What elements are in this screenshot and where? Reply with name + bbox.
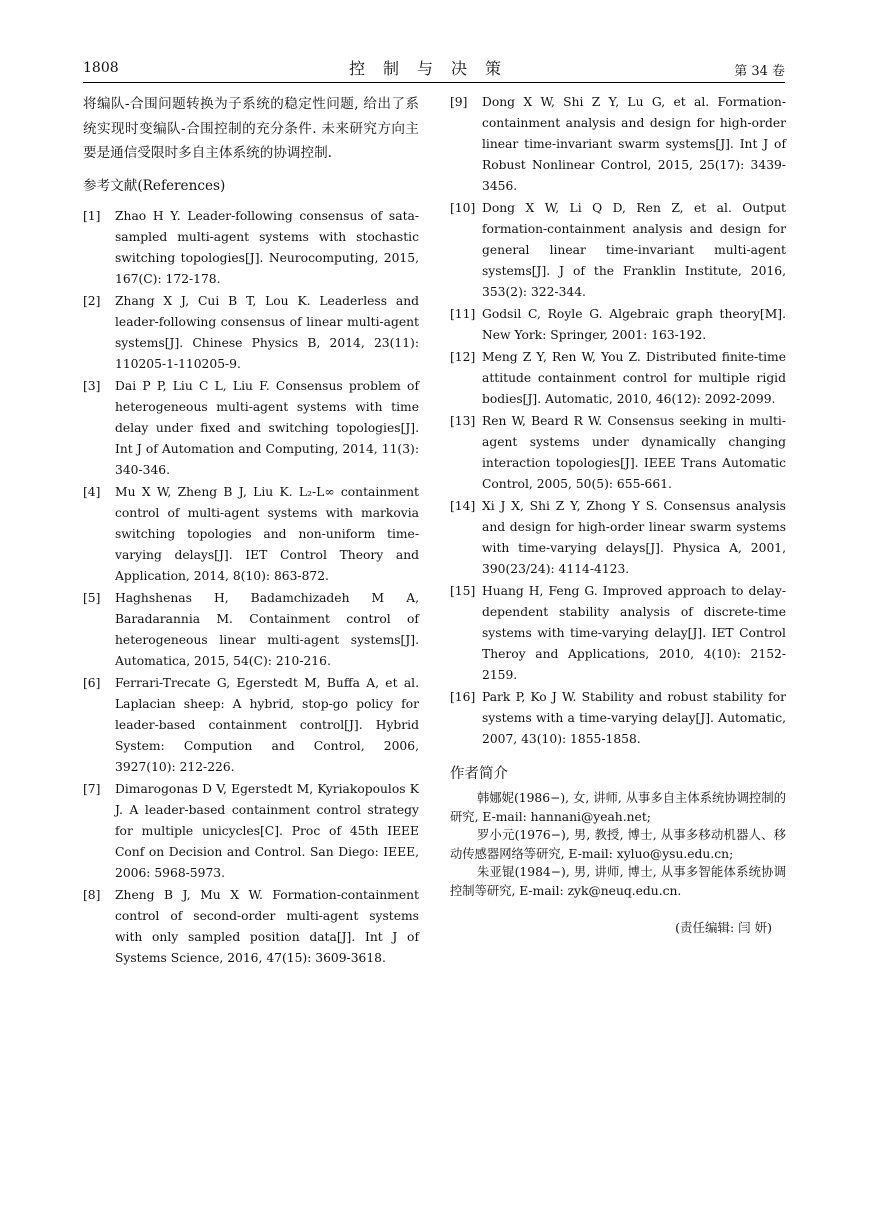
reference-text: Dong X W, Shi Z Y, Lu G, et al. Formation-containment analysis and design for high-order linear time-invariant swarm systems[J]. Int J of Robust Nonlinear Control, 2015, 25(17): 3439-3456.	[482, 95, 786, 193]
reference-text: Zhao H Y. Leader-following consensus of sata-sampled multi-agent systems with stochastic switching topologies[J]. Neurocomputing, 2015, 167(C): 172-178.	[115, 208, 419, 286]
reference-label: [9]	[450, 95, 468, 109]
reference-item	[83, 482, 419, 587]
author-bio: 罗小元(1976−), 男, 教授, 博士, 从事多移动机器人、移动传感器网络等研究, E-mail: xyluo@ysu.edu.cn;	[450, 828, 786, 861]
reference-label: [5]	[83, 590, 101, 605]
editor-note: (责任编辑: 闫 妍)	[675, 920, 772, 935]
reference-item	[83, 206, 419, 290]
reference-label: [10]	[450, 201, 476, 215]
reference-label: [11]	[450, 307, 476, 321]
references-list-left	[83, 206, 419, 969]
reference-label: [2]	[83, 293, 101, 308]
references-list-right	[450, 92, 786, 750]
reference-text: Meng Z Y, Ren W, You Z. Distributed finite-time attitude containment control for multiple rigid bodies[J]. Automatic, 2010, 46(12): 2092-2099.	[482, 350, 786, 406]
reference-item	[83, 673, 419, 778]
reference-item	[450, 198, 786, 303]
reference-item	[450, 347, 786, 410]
reference-text: Dai P P, Liu C L, Liu F. Consensus problem of heterogeneous multi-agent systems with time delay under fixed and switching topologies[J]. Int J of Automation and Computing, 2014, 11(3): 340-346.	[115, 378, 419, 477]
reference-item	[450, 687, 786, 750]
reference-text: Godsil C, Royle G. Algebraic graph theory[M]. New York: Springer, 2001: 163-192.	[482, 307, 786, 342]
left-column	[83, 92, 419, 970]
reference-item	[83, 779, 419, 884]
reference-label: [8]	[83, 887, 101, 902]
reference-text: Zhang X J, Cui B T, Lou K. Leaderless and leader-following consensus of linear multi-agent systems[J]. Chinese Physics B, 2014, 23(11): 110205-1-110205-9.	[115, 293, 419, 371]
reference-item	[450, 411, 786, 495]
page-header	[83, 56, 785, 83]
reference-item	[83, 376, 419, 481]
reference-label: [1]	[83, 208, 101, 223]
page-number: 1808	[83, 60, 119, 76]
reference-label: [13]	[450, 414, 476, 428]
reference-label: [15]	[450, 584, 476, 598]
reference-text: Ren W, Beard R W. Consensus seeking in multi-agent systems under dynamically changing interaction topologies[J]. IEEE Trans Automatic Control, 2005, 50(5): 655-661.	[482, 414, 786, 491]
right-column	[450, 92, 786, 936]
reference-text: Mu X W, Zheng B J, Liu K. L₂-L∞ containment control of multi-agent systems with markovia switching topologies and non-uniform time-varying delays[J]. IET Control Theory and Application, 2014, 8(10): 863-872.	[115, 484, 419, 583]
reference-text: Haghshenas H, Badamchizadeh M A, Baradarannia M. Containment control of heterogeneous linear multi-agent systems[J]. Automatica, 2015, 54(C): 210-216.	[115, 590, 419, 668]
conclusion-paragraph: 将编队-合围问题转换为子系统的稳定性问题, 给出了系统实现时变编队-合围控制的充分条件. 未来研究方向主要是通信受限时多自主体系统的协调控制.	[83, 96, 419, 161]
references-heading: 参考文献(References)	[83, 177, 226, 194]
reference-label: [3]	[83, 378, 101, 393]
reference-item	[83, 885, 419, 969]
reference-label: [16]	[450, 690, 476, 704]
reference-item	[83, 588, 419, 672]
author-bio: 韩娜妮(1986−), 女, 讲师, 从事多自主体系统协调控制的研究, E-mail: hannani@yeah.net;	[450, 791, 786, 824]
reference-item	[450, 581, 786, 686]
reference-text: Dong X W, Li Q D, Ren Z, et al. Output formation-containment analysis and design for general linear time-invariant multi-agent systems[J]. J of the Franklin Institute, 2016, 353(2): 322-344.	[482, 201, 786, 299]
reference-item	[83, 291, 419, 375]
reference-text: Zheng B J, Mu X W. Formation-containment control of second-order multi-agent systems with only sampled position data[J]. Int J of Systems Science, 2016, 47(15): 3609-3618.	[115, 887, 419, 965]
reference-label: [6]	[83, 675, 101, 690]
reference-item	[450, 304, 786, 346]
reference-label: [7]	[83, 781, 101, 796]
reference-text: Dimarogonas D V, Egerstedt M, Kyriakopoulos K J. A leader-based containment control strategy for multiple unicycles[C]. Proc of 45th IEEE Conf on Decision and Control. San Diego: IEEE, 2006: 5968-5973.	[115, 781, 419, 880]
author-bio: 朱亚锟(1984−), 男, 讲师, 博士, 从事多智能体系统协调控制等研究, E-mail: zyk@neuq.edu.cn.	[450, 865, 786, 898]
authors-heading: 作者简介	[450, 766, 508, 782]
reference-text: Xi J X, Shi Z Y, Zhong Y S. Consensus analysis and design for high-order linear swarm systems with time-varying delays[J]. Physica A, 2001, 390(23/24): 4114-4123.	[482, 499, 786, 576]
reference-text: Ferrari-Trecate G, Egerstedt M, Buffa A, et al. Laplacian sheep: A hybrid, stop-go policy for leader-based containment control[J]. Hybrid System: Compution and Control, 2006, 3927(10): 212-226.	[115, 675, 419, 774]
journal-title: 控制与决策	[348, 59, 519, 78]
volume-label: 第 34 卷	[734, 64, 785, 79]
reference-label: [14]	[450, 499, 476, 513]
author-bios	[450, 789, 786, 900]
reference-item	[450, 496, 786, 580]
reference-text: Huang H, Feng G. Improved approach to delay-dependent stability analysis of discrete-time systems with time-varying delay[J]. IET Control Theroy and Applications, 2010, 4(10): 2152-2159.	[482, 584, 786, 682]
reference-label: [4]	[83, 484, 101, 499]
reference-item	[450, 92, 786, 197]
reference-label: [12]	[450, 350, 476, 364]
reference-text: Park P, Ko J W. Stability and robust stability for systems with a time-varying delay[J]. Automatic, 2007, 43(10): 1855-1858.	[482, 690, 786, 746]
